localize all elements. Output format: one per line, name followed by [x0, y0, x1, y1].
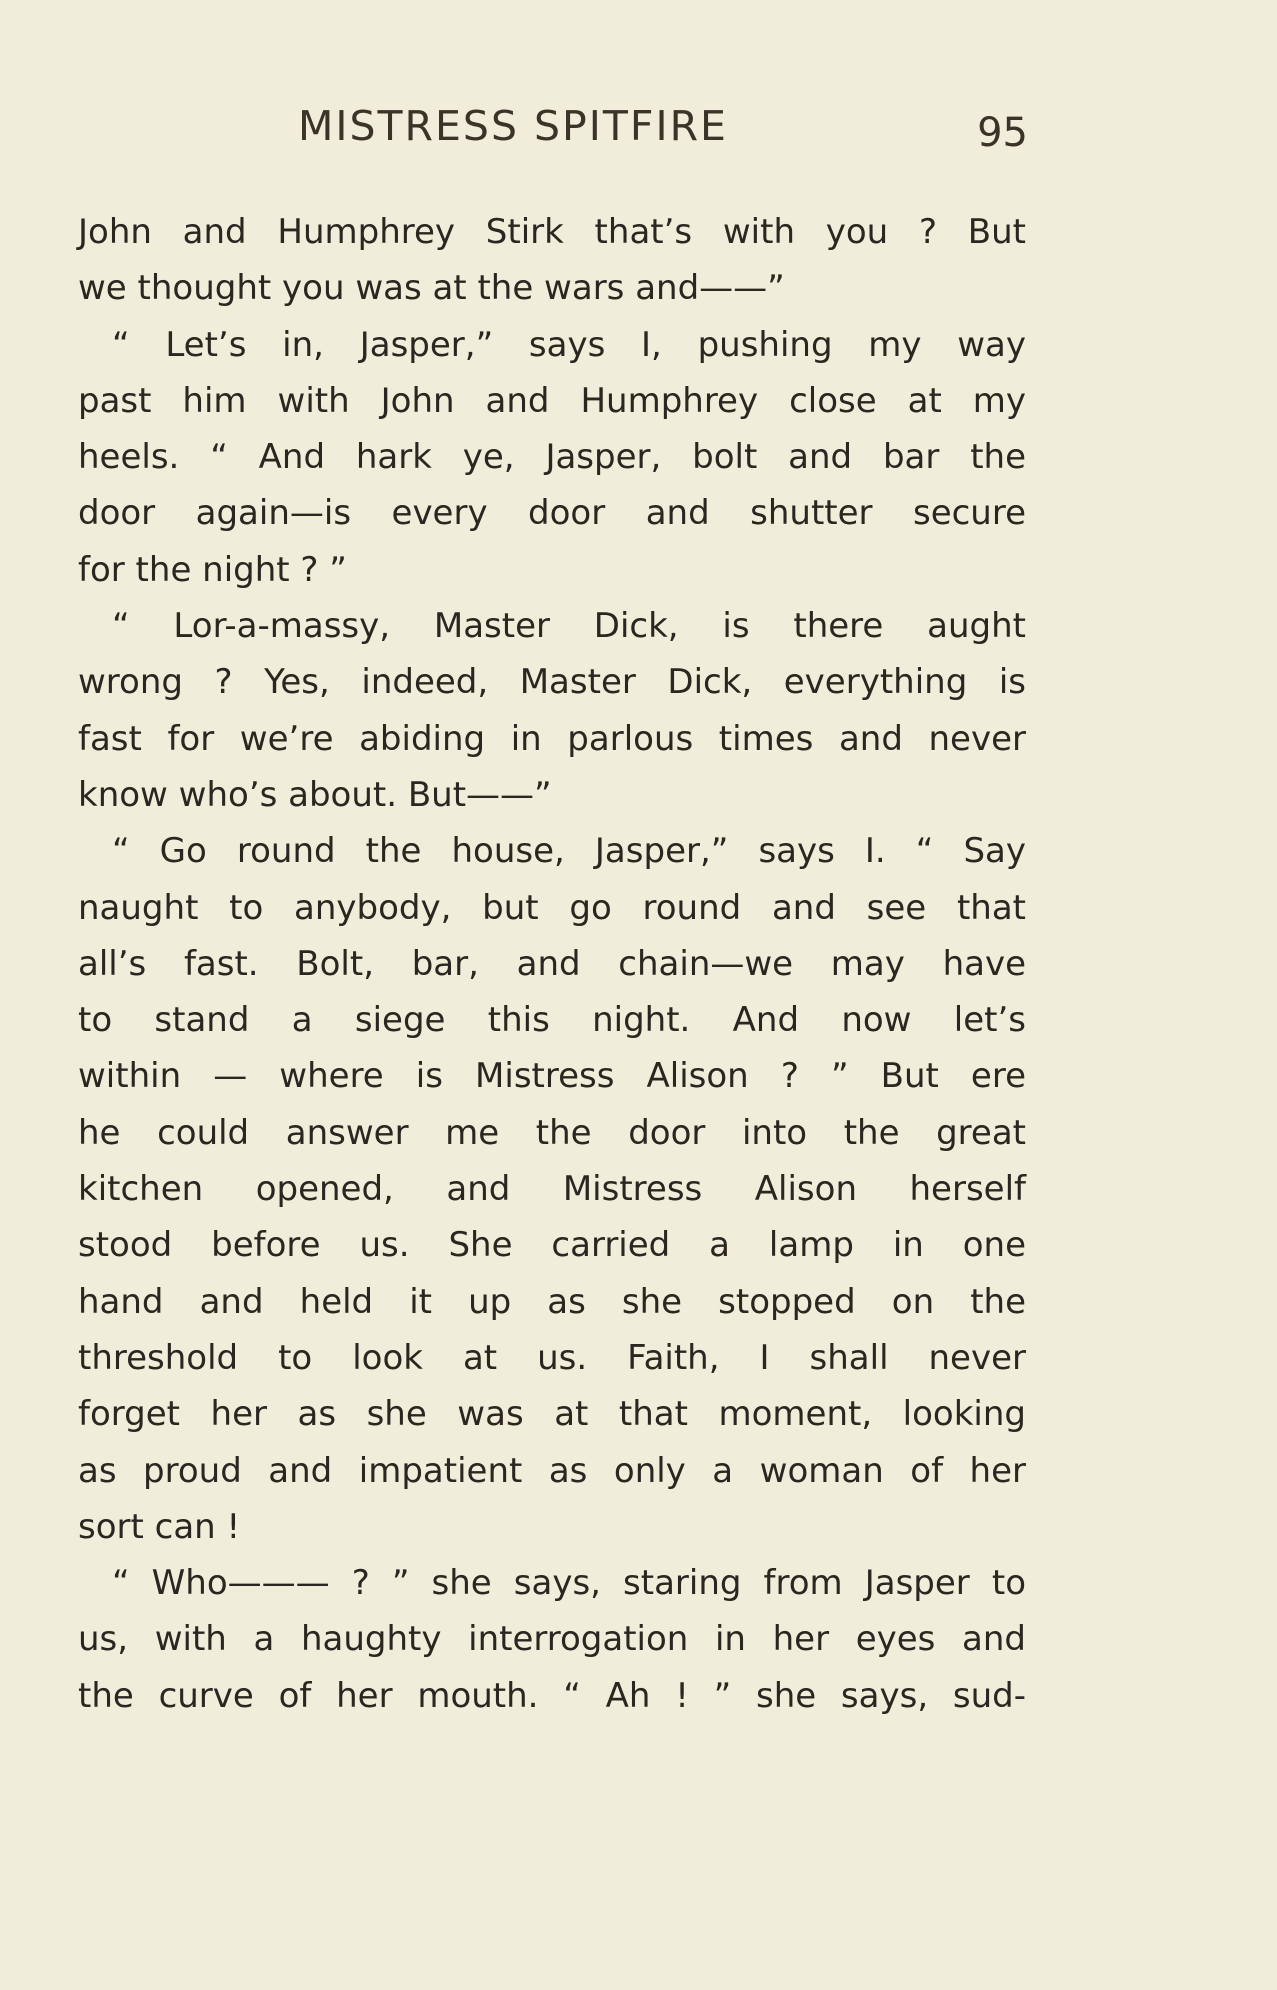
text-line: sort can !: [78, 1506, 241, 1547]
text-line: forget her as she was at that moment, looking: [78, 1394, 1026, 1435]
text-line: stood before us. She carried a lamp in one: [78, 1225, 1026, 1266]
text-line: threshold to look at us. Faith, I shall never: [78, 1337, 1026, 1378]
text-line: “ Go round the house, Jasper,” says I. “ Say: [112, 831, 1026, 872]
text-line: “ Who——— ? ” she says, staring from Jasper to: [112, 1563, 1026, 1604]
text-line: John and Humphrey Stirk that’s with you ? But: [78, 212, 1026, 252]
text-line: past him with John and Humphrey close at my: [78, 380, 1026, 421]
text-line: wrong ? Yes, indeed, Master Dick, everything is: [78, 662, 1026, 703]
text-line: know who’s about. But——”: [78, 774, 552, 815]
text-line: we thought you was at the wars and——”: [78, 268, 785, 309]
text-line: within — where is Mistress Alison ? ” But ere: [78, 1056, 1026, 1097]
text-line: us, with a haughty interrogation in her eyes and: [78, 1619, 1026, 1660]
text-line: he could answer me the door into the great: [78, 1112, 1026, 1153]
text-line: “ Lor-a-massy, Master Dick, is there aught: [112, 606, 1026, 647]
text-line: heels. “ And hark ye, Jasper, bolt and bar the: [78, 437, 1026, 478]
text-line: hand and held it up as she stopped on the: [78, 1281, 1026, 1322]
text-line: to stand a siege this night. And now let’s: [78, 1000, 1026, 1041]
page-number: 95: [977, 110, 1028, 156]
body-text: [78, 204, 1026, 1724]
text-line: as proud and impatient as only a woman of her: [78, 1450, 1026, 1491]
text-line: “ Let’s in, Jasper,” says I, pushing my way: [112, 324, 1026, 365]
running-title: MISTRESS SPITFIRE: [298, 102, 728, 150]
running-head: [78, 102, 1028, 162]
text-line: all’s fast. Bolt, bar, and chain—we may have: [78, 943, 1026, 984]
text-line: the curve of her mouth. “ Ah ! ” she says, sud-: [78, 1675, 1026, 1716]
text-line: naught to anybody, but go round and see that: [78, 887, 1026, 928]
text-line: door again—is every door and shutter secure: [78, 493, 1026, 534]
text-line: kitchen opened, and Mistress Alison herself: [78, 1169, 1026, 1210]
text-line: fast for we’re abiding in parlous times and never: [78, 718, 1026, 759]
text-line: for the night ? ”: [78, 549, 347, 590]
